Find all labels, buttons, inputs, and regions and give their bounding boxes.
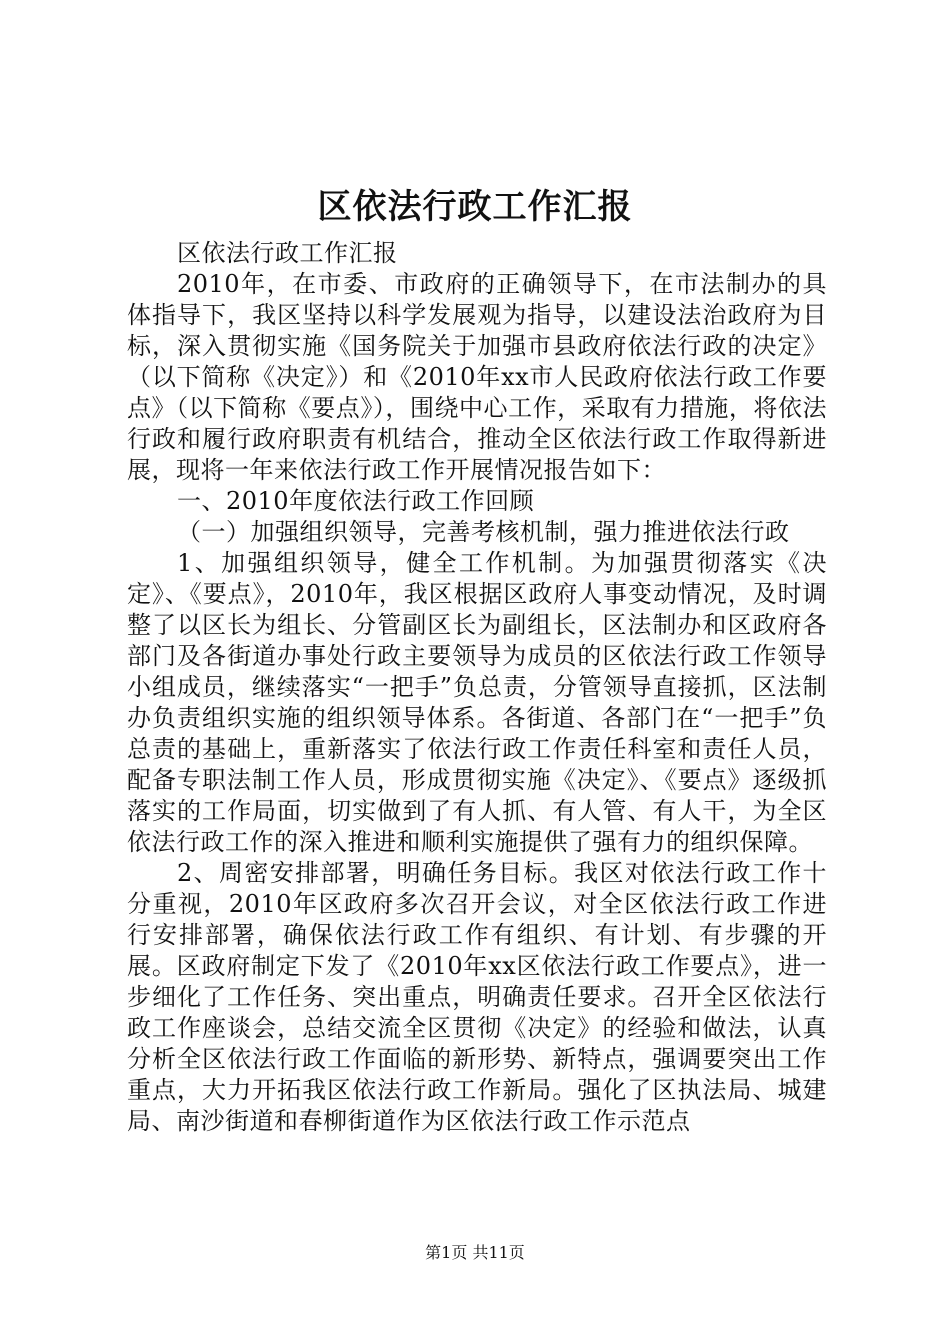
page-footer: 第1页 共11页 [425, 1243, 525, 1262]
document-title: 区依法行政工作汇报 [317, 187, 633, 227]
body-paragraph: 2010年，在市委、市政府的正确领导下，在市法制办的具体指导下，我区坚持以科学发展观为指导，以建设法治政府为目标，深入贯彻实施《国务院关于加强市县政府依法行政的决定》（以下简称《决定》）和《2010年xx市人民政府依法行政工作要点》（以下简称《要点》），围绕中心工作，采取有力措施，将依法行政和履行政府职责有机结合，推动全区依法行政工作取得新进展，现将一年来依法行政工作开展情况报告如下： [127, 270, 827, 484]
body-paragraph: 2、周密安排部署，明确任务目标。我区对依法行政工作十分重视，2010年区政府多次召开会议，对全区依法行政工作进行安排部署，确保依法行政工作有组织、有计划、有步骤的开展。区政府制定下发了《2010年xx区依法行政工作要点》，进一步细化了工作任务、突出重点，明确责任要求。召开全区依法行政工作座谈会，总结交流全区贯彻《决定》的经验和做法，认真分析全区依法行政工作面临的新形势、新特点，强调要突出工作重点，大力开拓我区依法行政工作新局。强化了区执法局、城建局、南沙街道和春柳街道作为区依法行政工作示范点 [127, 859, 827, 1135]
section-heading: 一、2010年度依法行政工作回顾 [177, 487, 535, 515]
body-paragraph: 区依法行政工作汇报 [177, 239, 398, 267]
subsection-heading: （一）加强组织领导，完善考核机制，强力推进依法行政 [177, 518, 790, 546]
document-body [127, 238, 827, 1137]
body-paragraph: 1、加强组织领导，健全工作机制。为加强贯彻落实《决定》、《要点》，2010年，我区根据区政府人事变动情况，及时调整了以区长为组长、分管副区长为副组长，区法制办和区政府各部门及各街道办事处行政主要领导为成员的区依法行政工作领导小组成员，继续落实“一把手”负总责，分管领导直接抓，区法制办负责组织实施的组织领导体系。各街道、各部门在“一把手”负总责的基础上，重新落实了依法行政工作责任科室和责任人员，配备专职法制工作人员，形成贯彻实施《决定》、《要点》逐级抓落实的工作局面，切实做到了有人抓、有人管、有人干，为全区依法行政工作的深入推进和顺利实施提供了强有力的组织保障。 [127, 549, 827, 856]
